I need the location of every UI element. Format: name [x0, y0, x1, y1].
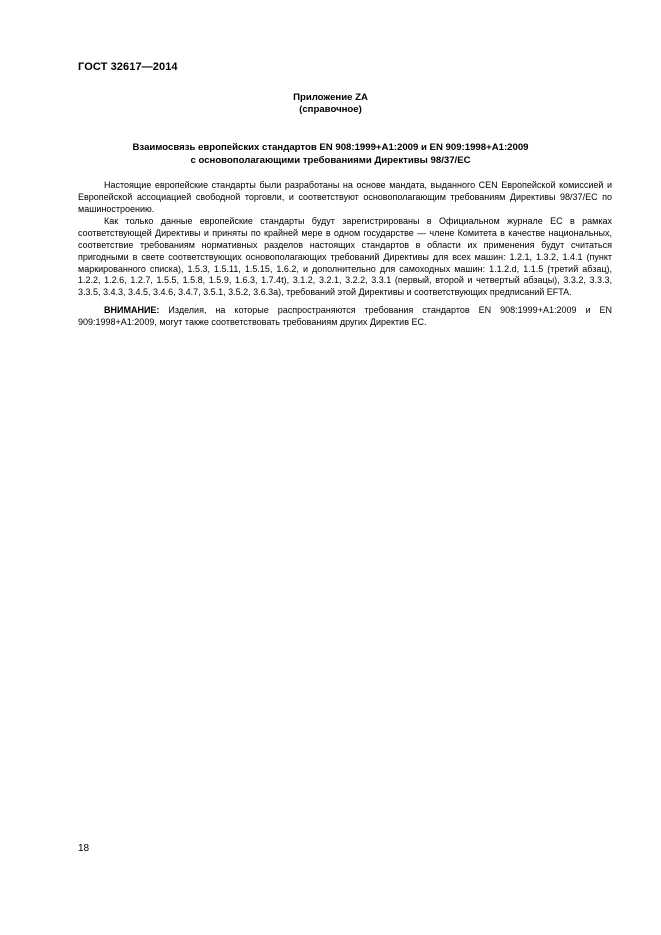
paragraph-compliance: Как только данные европейские стандарты будут зарегистрированы в Официальном журнале ЕС в рамках соответствующей Директивы и приняты по крайней мере в одном государстве — члене Комитета в качестве национальных, соответствие требованиям нормативных разделов настоящих стандартов в области их применения будут считаться пригодными в свете соответствующих основополагающих требований Директивы для всех машин: 1.2.1, 1.3.2, 1.4.1 (пункт маркированного списка), 1.5.3, 1.5.11, 1.5.15, 1.6.2, и дополнительно для самоходных машин: 1.1.2.d, 1.1.5 (третий абзац), 1.2.2, 1.2.6, 1.2.7, 1.5.5, 1.5.8, 1.5.9, 1.6.3, 1.7.4t), 3.1.2, 3.2.1, 3.2.2, 3.3.1 (первый, второй и четвертый абзацы), 3.3.2, 3.3.3, 3.3.5, 3.4.3, 3.4.5, 3.4.6, 3.4.7, 3.5.1, 3.5.2, 3.6.3а), требований этой Директивы и соответствующих предписаний EFTA.	[78, 216, 612, 298]
document-code: ГОСТ 32617—2014	[78, 61, 178, 73]
annex-title: Приложение ZA	[293, 92, 368, 103]
paragraph-mandate: Настоящие европейские стандарты были разработаны на основе мандата, выданного CEN Европейской комиссией и Европейской ассоциацией свободной торговли, и соответствуют основополагающим требованиям Директивы 98/37/ЕС по машиностроению.	[78, 180, 612, 214]
page-number: 18	[78, 843, 90, 854]
section-title-line-2: с основополагающими требованиями Директивы 98/37/ЕС	[190, 154, 471, 166]
section-title-line-1: Взаимосвязь европейских стандартов EN 908:1999+A1:2009 и EN 909:1998+A1:2009	[132, 142, 529, 153]
section-title	[0, 142, 661, 167]
body-text	[78, 180, 612, 329]
warning-text: Изделия, на которые распространяются требования стандартов EN 908:1999+A1:2009 и EN 909:1998+A1:2009, могут также соответствовать требованиям других Директив ЕС.	[78, 304, 612, 327]
annex-heading	[0, 92, 661, 116]
paragraph-warning	[78, 305, 612, 329]
warning-label: ВНИМАНИЕ:	[104, 304, 160, 315]
annex-type: (справочное)	[299, 104, 362, 115]
